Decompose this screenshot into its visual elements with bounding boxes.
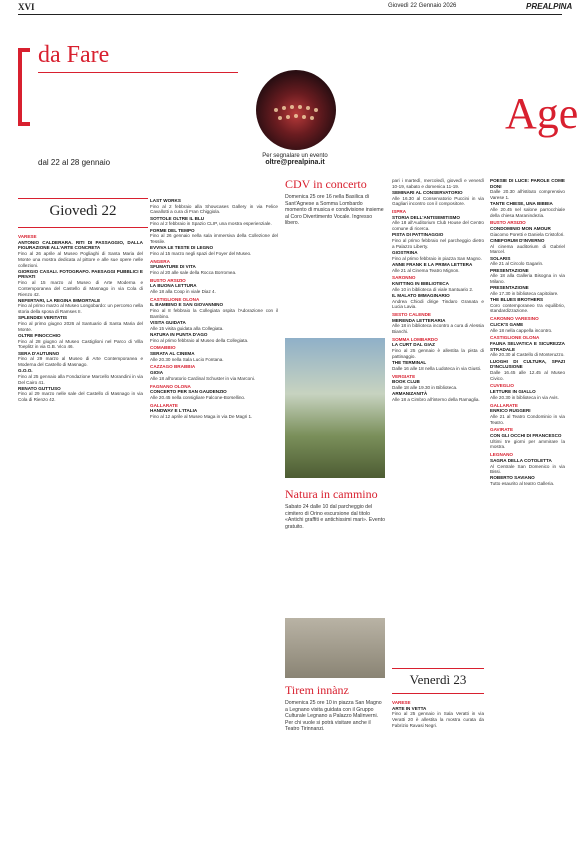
events-column-5 (490, 178, 565, 828)
event-6: SERA D'AUTUNNO Fino al 29 marzo al Museo di Arte Contemporanea e Moderna del Castello di Masnago. (18, 350, 143, 367)
event-1: VARESE ANTONIO CALDERARA. RITI DI PASSAGGIO, DALLA FIGURAZIONE ALL'ARTE CONCRETA Fino al 26 aprile al Museo Pogliaghi di Santa Maria del Monte una mostra dedicata al pittore e alle sue opere nelle collezioni. (18, 234, 143, 268)
feature-tirem (285, 684, 385, 798)
event-5: ANGERA SFUMATURE DI VITA Fino al 20 alle sale della Rocca Borromea. (150, 258, 237, 275)
feature-natura (285, 488, 385, 608)
feature-title: CDV in concerto (285, 177, 367, 191)
event-4: CINEFORUM D'INVERNO Al cinema auditorium di Gabriel Marcel. (490, 238, 565, 255)
event-10: COMABBIO SERATA AL CINEMA Alle 20.30 nella Sala Lucio Fontana. (150, 345, 224, 362)
page-header (0, 0, 580, 14)
event-8: VISITA GUIDATA Alle 15 visita guidata alla Collegiata. (150, 320, 224, 331)
event-2: TANTE CHIESE, UNA BIBBIA Alle 20.45 nel salone parrocchiale della chiesa Maranindezia. (490, 201, 565, 218)
day-header-thursday (18, 198, 148, 228)
event-1: POESIE DI LUCE: PAROLE COME DONI Dalle 20.30 all'istituto comprensivo Varese 1. (490, 178, 565, 201)
event-1: pari i martedì, mercoledì, giovedì e venerdì 10-19, sabato e domenica 11-19. (392, 178, 484, 189)
event-2: SOTTOLE OLTRE IL BLU Fino al 2 febbraio in Spazio CLIP, una mostra esperienziale. (150, 215, 272, 227)
section-title: da Fare (38, 42, 110, 68)
features-column (285, 178, 385, 798)
event-5: SOLARIS Alle 21 al Circolo Gagarin. (490, 255, 544, 267)
feature-title: Tirem innànz (285, 683, 349, 697)
day-label: Giovedì 22 (49, 203, 117, 219)
event-13: GALLARATE ENRICO RUGGERI Alle 21 al Teatro Condominio in via Teatro. (490, 402, 565, 425)
event-3: NEFERTARI, LA REGINA IMMORTALE Fino al primo marzo al Museo Longobardo: un percorso nella storia della sposa di Ramses II. (18, 297, 143, 315)
event-2: GIORGIO CASALI. FOTOGRAFO. PAESAGGI PUBBLICI E PRIVATI Fino al 15 marzo al Museo di Arte Moderna e Contemporanea del Castello di Masnago in via Cola di Rienzo 42. (18, 268, 143, 297)
agenda-title: Age (505, 89, 579, 138)
feature-text: Sabato 24 dalle 10 dal parcheggio del cimitero di Orino escursione dal titolo «Antichi graffiti e antichissimi mari». Evento gratuito. (285, 504, 385, 530)
choir-illustration (256, 70, 336, 150)
event-13: ARMANIZANITÀ Alle 18 a Cimbro all'interno della Ramaglia. (392, 391, 480, 402)
issue-date: Giovedì 22 Gennaio 2026 (388, 3, 457, 9)
submission-info (255, 153, 335, 166)
event-10: CASTIGLIONE OLONA FAUNA SELVATICA E SICUREZZA STRADALE Alle 20.30 al Castello di Monteruzzo. (490, 335, 565, 358)
newspaper-logo: PREALPINA (526, 2, 573, 11)
event-7: G.O.O. Fino al 25 gennaio alla Fondazione Marcello Morandini in via Del Cairo 41. (18, 368, 143, 385)
event-3: BUSTO ARSIZIO CONDOMINIO MON AMOUR Giacomo Poretti e Daniela Cristofori. (490, 220, 565, 237)
event-8: THE BLUES BROTHERS Coro contemporaneo tra equilibrio, standardizzazione. (490, 297, 565, 314)
feature-text: Domenica 25 ore 10 in piazza San Magno a Legnano visita guidata con il Gruppo Culturale Legnano a Palazzo Malinverni. Per chi vuole si potrà visitare anche il Teatro Tirinnanzi. (285, 700, 382, 733)
event-6: ANNE FRANK E LA PRIMA LETTERA Alle 21 al Cinema Teatro Mignon. (392, 261, 473, 273)
event-11: THE TERMINAL Dalle 16 alle 18 nella Ludoteca in via Giusti. (392, 360, 482, 371)
event-7: SARONNO KNITTING IN BIBLIOTECA Alle 10 in biblioteca di viale Santuario 2. (392, 275, 474, 292)
feature-title: Natura in cammino (285, 487, 378, 501)
section-dates: dal 22 al 28 gennaio (38, 158, 111, 167)
event-7: CASTIGLIONE OLONA IL BAMBINO E SAN GIOVANNINO Fino al 8 febbraio la Collegiata ospita l'Adorazione con il Bambino. (150, 296, 278, 319)
events-column-4 (392, 178, 484, 548)
event-4: EVVIVA LE TESTE DI LEGNO Fino al 15 marzo negli spazi del Foyer del Museo. (150, 245, 252, 256)
event-5: OLTRE PINOCCHIO Fino al 28 giugno al Museo Castiglioni nel Parco di Villa Toeplitz in via G.B. Vico 46. (18, 332, 143, 350)
event-12: CUVEGLIO LETTURE IN GIALLO Alle 20.30 in biblioteca in via Avis. (490, 383, 559, 400)
event-16: ROBERTO SAVIANO Tutto esaurito al teatro Galleria. (490, 475, 555, 487)
event-14: GAVIRATE CON GLI OCCHI DI FRANCESCO Ultimi tre giorni per ammirare la mostra. (490, 427, 565, 450)
feature-text: Domenica 25 ore 16 nella Basilica di Sant'Agnese a Somma Lombardo momento di musica e condivisione insieme al Coro Divertimento Vocale. Ingresso libero. (285, 194, 384, 227)
event-3: ISPRA STORIA DELL'ANTISEMITISMO Alle 18 all'Auditorium Club House del Centro comune di ricerca. (392, 209, 484, 232)
feature-cdv (285, 178, 385, 278)
event-9: CARONNO VARESINO CLICK'S GAME Alle 18 nella cappella incontro. (490, 316, 553, 333)
info-email[interactable]: oltre@prealpina.it (265, 159, 325, 166)
section-rule (38, 72, 238, 73)
event-12: FAGNANO OLONA CONCERTO PER SAN GAUDENZIO Alle 20.45 nella consigliare Falcone-Borsellino. (150, 383, 246, 400)
event-6: BUSTO ARSIZIO LA BUONA LETTURA Alle 18 alla Coop in viale Diaz 4. (150, 277, 216, 295)
event-5: GIOSTRINA Fino al primo febbraio in piazza San Magno. (392, 249, 482, 261)
event-3: FORME DEL TEMPO Fino al 26 gennaio nella sala immersiva della Collezione del Tessile. (150, 227, 278, 244)
day-header-friday (392, 668, 484, 694)
event-6: PRESENTAZIONE Alle 18 alla Galleria Bisogna in via Milano. (490, 267, 565, 284)
events-column-2 (150, 198, 278, 832)
nature-trail-photo (285, 338, 385, 478)
event-11: CAZZAGO BRABBIA GIOIA Alle 18 all'oratorio Cardinal Schuster in via Marconi. (150, 364, 256, 381)
event-9: NATURA IN PUNTA D'AGO Fino al primo febbraio al Museo della Collegiata. (150, 331, 249, 343)
page-number: XVI (18, 2, 35, 12)
events-column-1 (18, 232, 143, 832)
event-11: LUOGHI DI CULTURA, SPAZI D'INCLUSIONE Dalle 16.45 alle 12.45 al Museo Civico. (490, 358, 565, 381)
event-9: SESTO CALENDE MERENDA LETTERARIA Alle 18 in biblioteca incontro a cura di Alessia Bianchi. (392, 311, 484, 335)
red-bracket-decoration (18, 48, 30, 126)
event-8: IL MALATO IMMAGINARIO Andrea Chiodi dirige Tindaro Granata e Lucia Lavia. (392, 292, 484, 310)
event-4: SPLENDIDI VERITATIS Fino al primo giugno 2026 al Santuario di Santa Maria del Monte. (18, 315, 143, 332)
choir-photo-circle (256, 70, 336, 150)
event-12: VERGIATE BOOK CLUB Dalle 18 alle 19.30 in Biblioteca. (392, 373, 458, 390)
header-rule (18, 14, 562, 15)
event-1: LAST WORKS Fino al 2 febbraio alla Showcases Gallery in via Felice Cavallotti a cura di Fran Chiggiola. (150, 198, 278, 215)
event-2: SEMINARI AL CONSERVATORIO Alle 16.30 al Conservatorio Puccini in via Gagliari incontro con il compositore. (392, 189, 484, 207)
event-4: PISTA DI PATTINAGGIO Fino al primo febbraio nel parcheggio dietro a Palazzo Liberty. (392, 232, 484, 249)
events-column-4b (392, 698, 484, 828)
info-lead: Per segnalare un evento (262, 153, 328, 159)
event-1: VARESE ARTE IN VETTA Fino al 25 gennaio in Sala Veratti in via Veratti 20 è allestita la mostra curata da Fabrizio Ravasi Negri. (392, 700, 484, 728)
event-15: LEGNANO SAGRA DELLA COTOLETTA Al Centrale San Domenico in via Bissi. (490, 452, 565, 475)
event-8: RENATO GUTTUSO Fino al 29 marzo nelle sale del Castello di Masnago in via Cola di Rienzo 42. (18, 385, 143, 403)
event-13: GALLARATE HANDWAY E L'ITALIA Fino al 12 aprile al Museo Maga in via De Magri 1. (150, 402, 253, 420)
event-10: SOMMA LOMBARDO LA CURT DAL GIAZ Fino al 25 gennaio è allestita la pista di pattinaggio. (392, 336, 484, 359)
palazzo-photo (285, 618, 385, 678)
day-label: Venerdì 23 (409, 672, 467, 687)
event-7: PRESENTAZIONE Alle 17.30 in biblioteca capitolare. (490, 285, 559, 296)
